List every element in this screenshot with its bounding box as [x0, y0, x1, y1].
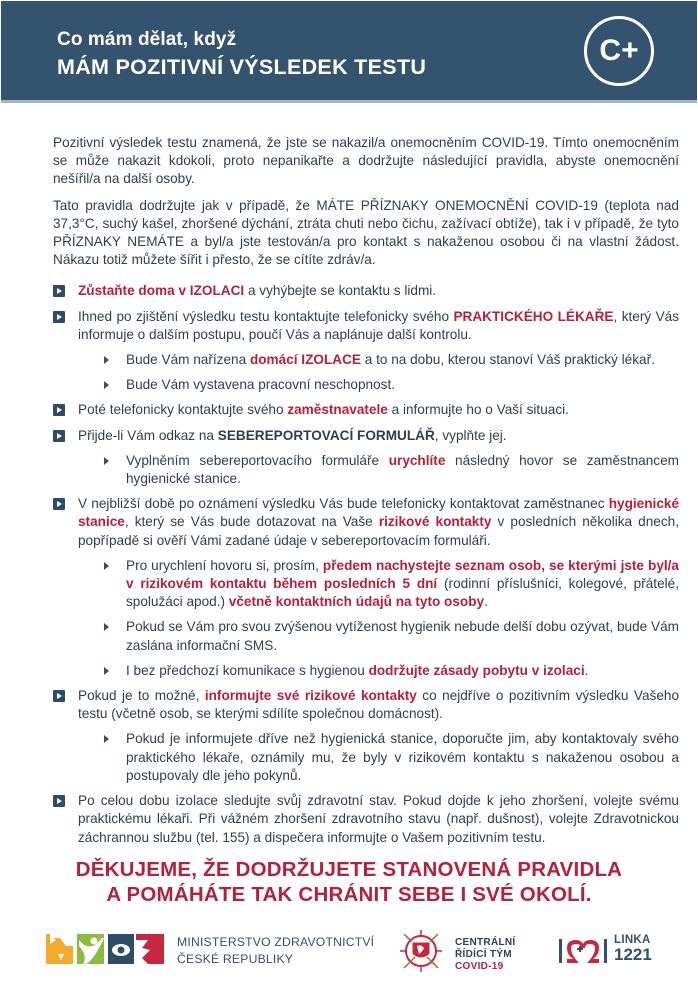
- text: Bude Vám nařízena: [126, 352, 250, 368]
- highlight: zaměstnavatele: [287, 402, 388, 418]
- triangle-bullet-icon: [104, 667, 109, 675]
- text: V nejbližší době po oznámení výsledku Vás bude telefonicky kontaktovat zaměstnanec: [78, 496, 609, 512]
- text: Pro urychlení hovoru si, prosím,: [126, 557, 323, 573]
- highlight: domácí IZOLACE: [249, 352, 361, 368]
- square-bullet-icon: [53, 498, 65, 510]
- header-title: MÁM POZITIVNÍ VÝSLEDEK TESTU: [57, 55, 427, 79]
- text: , který se Vás bude dotazovat na Vaše: [124, 514, 379, 530]
- highlight: předem nachystejte seznam osob, se kterými jste byl/a v rizikovém kontaktu během posledních 5 dní: [126, 557, 679, 592]
- highlight: urychlíte: [388, 452, 446, 468]
- bold-text: SEBEREPORTOVACÍ FORMULÁŘ: [217, 427, 435, 443]
- square-bullet-icon: [53, 285, 65, 297]
- triangle-bullet-icon: [104, 623, 109, 631]
- sub-list-item: [53, 557, 679, 612]
- highlight: dodržujte zásady pobytu v izolaci: [368, 662, 585, 678]
- crt-line-3: COVID-19: [455, 961, 504, 972]
- linka-text: [614, 934, 652, 964]
- square-bullet-icon: [53, 430, 65, 442]
- triangle-bullet-icon: [104, 381, 109, 389]
- text: a informujte ho o Vaší situaci.: [387, 402, 569, 418]
- ministry-line-2: ČESKÉ REPUBLIKY: [177, 952, 294, 966]
- triangle-bullet-icon: [104, 735, 109, 743]
- sub-list-item: [53, 618, 679, 654]
- highlight: včetně kontaktních údajů na tyto osoby: [228, 594, 485, 610]
- text: .: [584, 662, 589, 678]
- ministry-of-health-logo-icon: [46, 932, 164, 966]
- text: , vyplňte jej.: [434, 427, 507, 443]
- highlight: informujte své rizikové kontakty: [204, 688, 417, 704]
- badge-label: C+: [599, 34, 639, 67]
- header-subtitle: Co mám dělat, když: [57, 29, 237, 50]
- sub-list-item: [53, 662, 679, 680]
- text: Poté telefonicky kontaktujte svého: [78, 402, 288, 418]
- list-item: [53, 687, 679, 723]
- thanks-line-1: DĚKUJEME, ŽE DODRŽUJETE STANOVENÁ PRAVIDLA: [75, 858, 623, 881]
- sub-list-item: [53, 376, 679, 394]
- sub-list-item: [53, 351, 679, 369]
- list-item: [53, 308, 679, 344]
- intro-paragraph-2: Tato pravidla dodržujte jak v případě, že MÁTE PŘÍZNAKY ONEMOCNĚNÍ COVID-19 (teplota nad 37,3°C, suchý kašel, zhoršené dýchání, ztráta chuti nebo čichu, zažívací obtíže), tak i v případě, že tyto PŘÍZNAKY NEMÁTE a byl/a jste testován/a pro kontakt s nakaženou osobou či na vlastní žádost. Nákazu totiž můžete šířit i přesto, že se cítíte zdráv/a.: [53, 197, 679, 268]
- list-item: [53, 792, 679, 847]
- text: Pokud se Vám pro svou zvýšenou vytíženost hygienik nebude delší dobu ozývat, bude Vám zaslána informační SMS.: [126, 619, 679, 653]
- text: následný hovor se zaměstnancem hygienické stanice.: [126, 452, 679, 487]
- text: Po celou dobu izolace sledujte svůj zdravotní stav. Pokud dojde k jeho zhoršení, volejte svému praktickému lékaři. Při vážném zhoršení zdravotního stavu (např. dušnost), volejte Zdravotnickou záchrannou službu (tel. 155) a dispečera informujte o Vašem pozitivním testu.: [78, 793, 679, 845]
- linka-label: LINKA: [614, 934, 651, 946]
- text: Bude Vám vystavena pracovní neschopnost.: [126, 377, 396, 393]
- crt-line-2: ŘÍDÍCÍ TÝM: [455, 949, 512, 960]
- highlight: hygienické stanice: [78, 496, 679, 530]
- triangle-bullet-icon: [104, 457, 109, 465]
- linka-number: 1221: [614, 945, 652, 964]
- central-covid-team-crest-icon: [398, 928, 444, 974]
- text: , který Vás informuje o dalším postupu, poučí Vás a naplánuje další kontrolu.: [78, 308, 679, 342]
- list-item: [53, 427, 679, 445]
- square-bullet-icon: [53, 311, 65, 323]
- text: Vyplněním sebereportovacího formuláře: [126, 452, 389, 468]
- header-banner: [1, 1, 697, 103]
- text: Ihned po zjištění výsledku testu kontaktujte telefonicky svého: [78, 308, 454, 324]
- ministry-name: [177, 934, 374, 968]
- sub-list-item: [53, 452, 679, 488]
- thank-you-message: [0, 857, 698, 907]
- list-item: [53, 495, 679, 550]
- text: a to na dobu, kterou stanoví Váš praktický lékař.: [360, 352, 655, 368]
- c-plus-badge-icon: [584, 16, 654, 86]
- text: v posledních několika dnech, popřípadě si ověří Vámi zadané údaje v sebereportovacím formuláři.: [78, 514, 679, 548]
- square-bullet-icon: [53, 795, 65, 807]
- triangle-bullet-icon: [104, 356, 109, 364]
- text: co nejdříve o pozitivním výsledku Vašeho testu (včetně osob, se kterými sdílíte společnou domácnost).: [78, 688, 679, 722]
- text: a vyhýbejte se kontaktu s lidmi.: [244, 283, 437, 299]
- list-item: [53, 401, 679, 419]
- ministry-line-1: MINISTERSTVO ZDRAVOTNICTVÍ: [177, 935, 375, 949]
- thanks-line-2: A POMÁHÁTE TAK CHRÁNIT SEBE I SVÉ OKOLÍ.: [106, 883, 592, 906]
- footer-logos: [0, 925, 698, 985]
- highlight: rizikové kontakty: [378, 514, 492, 530]
- text: Přijde-li Vám odkaz na: [78, 427, 218, 443]
- list-item: [53, 282, 679, 300]
- triangle-bullet-icon: [104, 562, 109, 570]
- central-team-name: [455, 937, 515, 973]
- intro-paragraph-1: Pozitivní výsledek testu znamená, že jste se nakazil/a onemocněním COVID-19. Tímto onemocněním se může nakazit kdokoli, proto nepanikařte a dodržujte následující pravidla, abyste onemocnění nešířil/a na další osoby.: [53, 135, 679, 187]
- sub-list-item: [53, 730, 679, 785]
- highlight: Zůstaňte doma v IZOLACI: [78, 283, 245, 299]
- main-content: [53, 134, 679, 854]
- square-bullet-icon: [53, 690, 65, 702]
- text: Pokud je to možné,: [78, 688, 205, 704]
- crt-line-1: CENTRÁLNÍ: [455, 937, 516, 948]
- text: Pokud je informujete dříve než hygienická stanice, doporučte jim, aby kontaktovaly svého praktického lékaře, oznámily mu, že byly v rizikovém kontaktu s nakaženou osobou a postupovaly dle jeho pokynů.: [126, 731, 679, 783]
- text: (rodinní příslušníci, kolegové, přátelé, spolužáci apod.): [126, 576, 679, 610]
- text: I bez předchozí komunikace s hygienou: [126, 662, 369, 678]
- highlight: PRAKTICKÉHO LÉKAŘE: [453, 308, 614, 324]
- text: .: [484, 594, 488, 610]
- square-bullet-icon: [53, 404, 65, 416]
